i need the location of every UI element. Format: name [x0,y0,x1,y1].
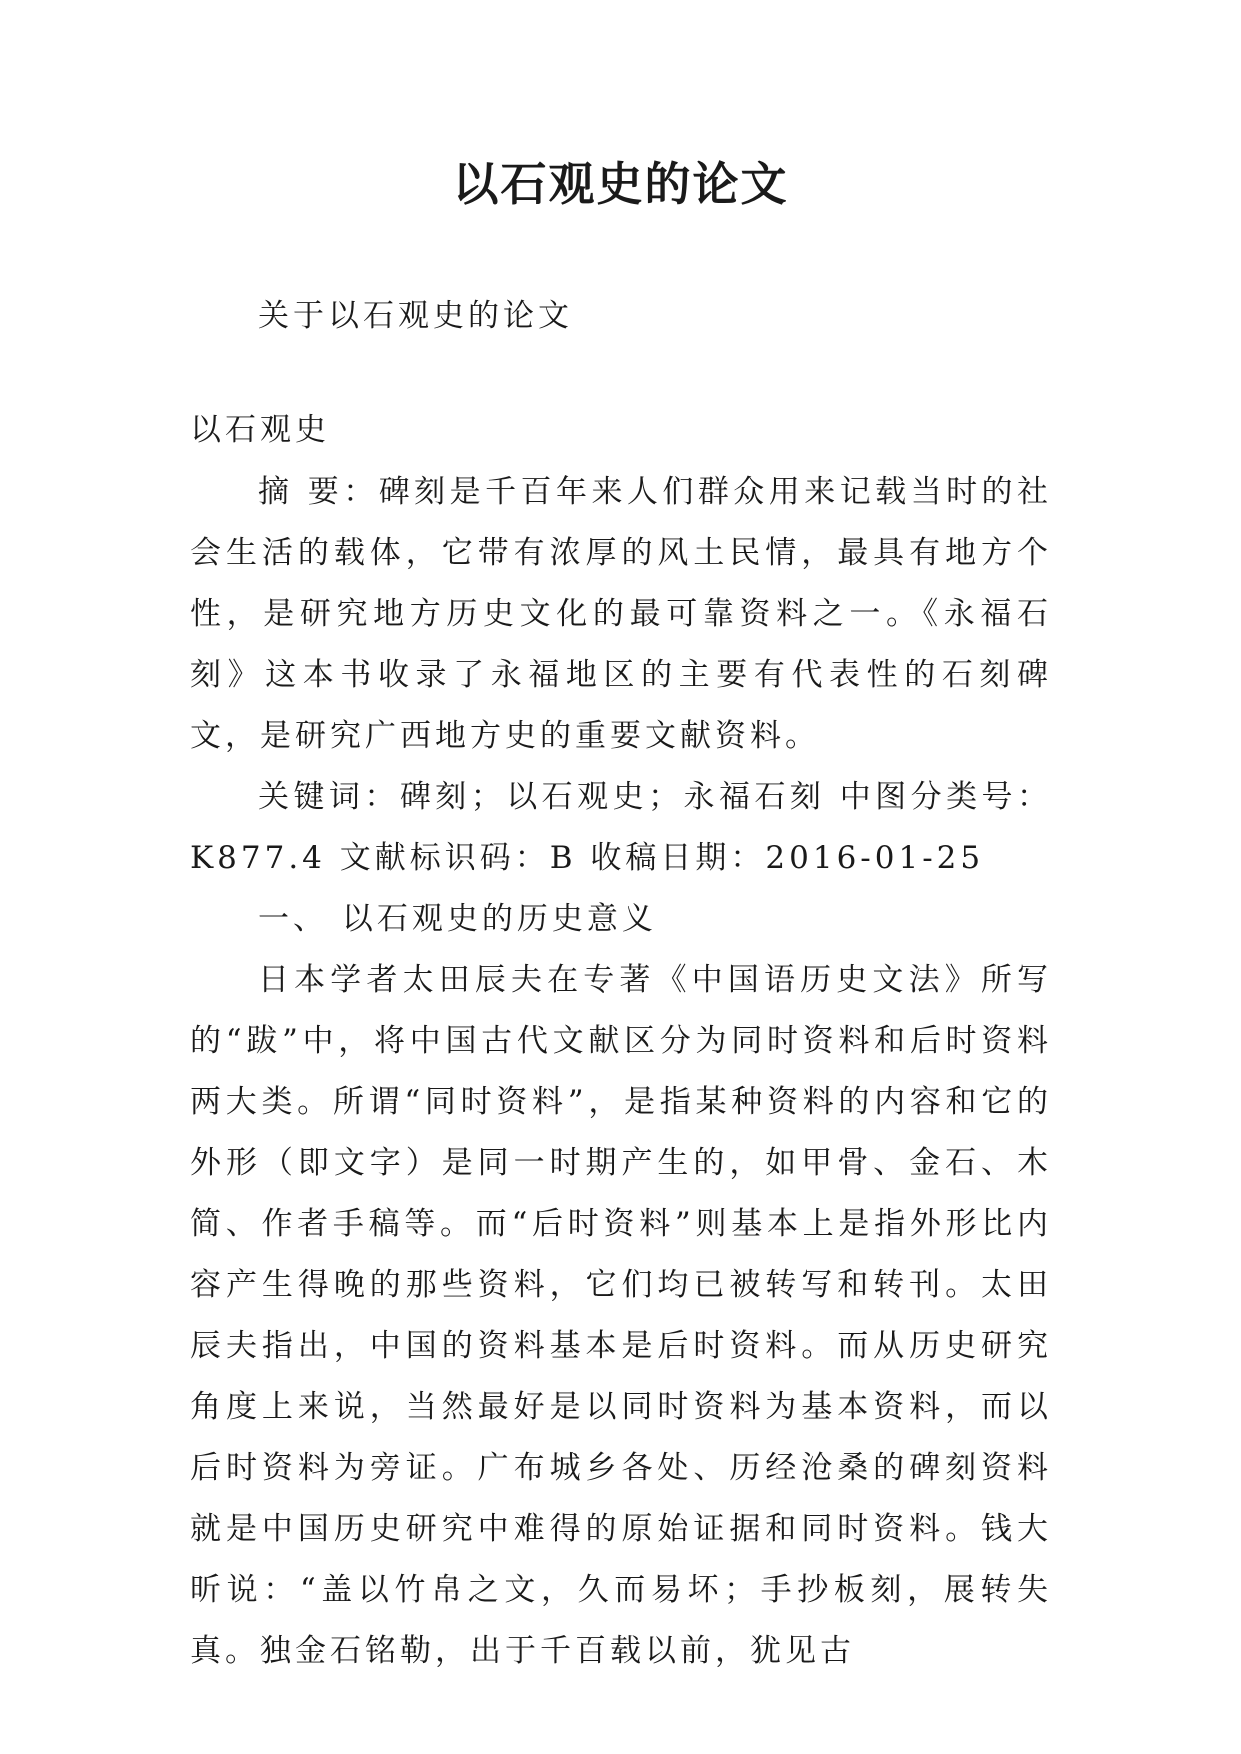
keywords-paragraph: 关键词：碑刻；以石观史；永福石刻 中图分类号：K877.4 文献标识码：B 收稿日期：2016-01-25 [190,779,1052,876]
article-body [190,462,1052,1682]
document-subtitle: 关于以石观史的论文 [258,298,573,334]
document-title: 以石观史的论文 [452,157,789,211]
article-heading: 以石观史 [190,412,330,448]
section-heading: 一、 以石观史的历史意义 [258,901,657,937]
section-body-paragraph: 日本学者太田辰夫在专著《中国语历史文法》所写的“跋”中，将中国古代文献区分为同时资料和后时资料两大类。所谓“同时资料”，是指某种资料的内容和它的外形（即文字）是同一时期产生的，如甲骨、金石、木简、作者手稿等。而“后时资料”则基本上是指外形比内容产生得晚的那些资料，它们均已被转写和转刊。太田辰夫指出，中国的资料基本是后时资料。而从历史研究角度上来说，当然最好是以同时资料为基本资料，而以后时资料为旁证。广布城乡各处、历经沧桑的碑刻资料就是中国历史研究中难得的原始证据和同时资料。钱大昕说：“盖以竹帛之文，久而易坏；手抄板刻，展转失真。独金石铭勒，出于千百载以前，犹见古 [190,962,1052,1669]
abstract-paragraph: 摘 要：碑刻是千百年来人们群众用来记载当时的社会生活的载体，它带有浓厚的风土民情，最具有地方个性，是研究地方历史文化的最可靠资料之一。《永福石刻》这本书收录了永福地区的主要有代表性的石刻碑文，是研究广西地方史的重要文献资料。 [190,474,1052,754]
